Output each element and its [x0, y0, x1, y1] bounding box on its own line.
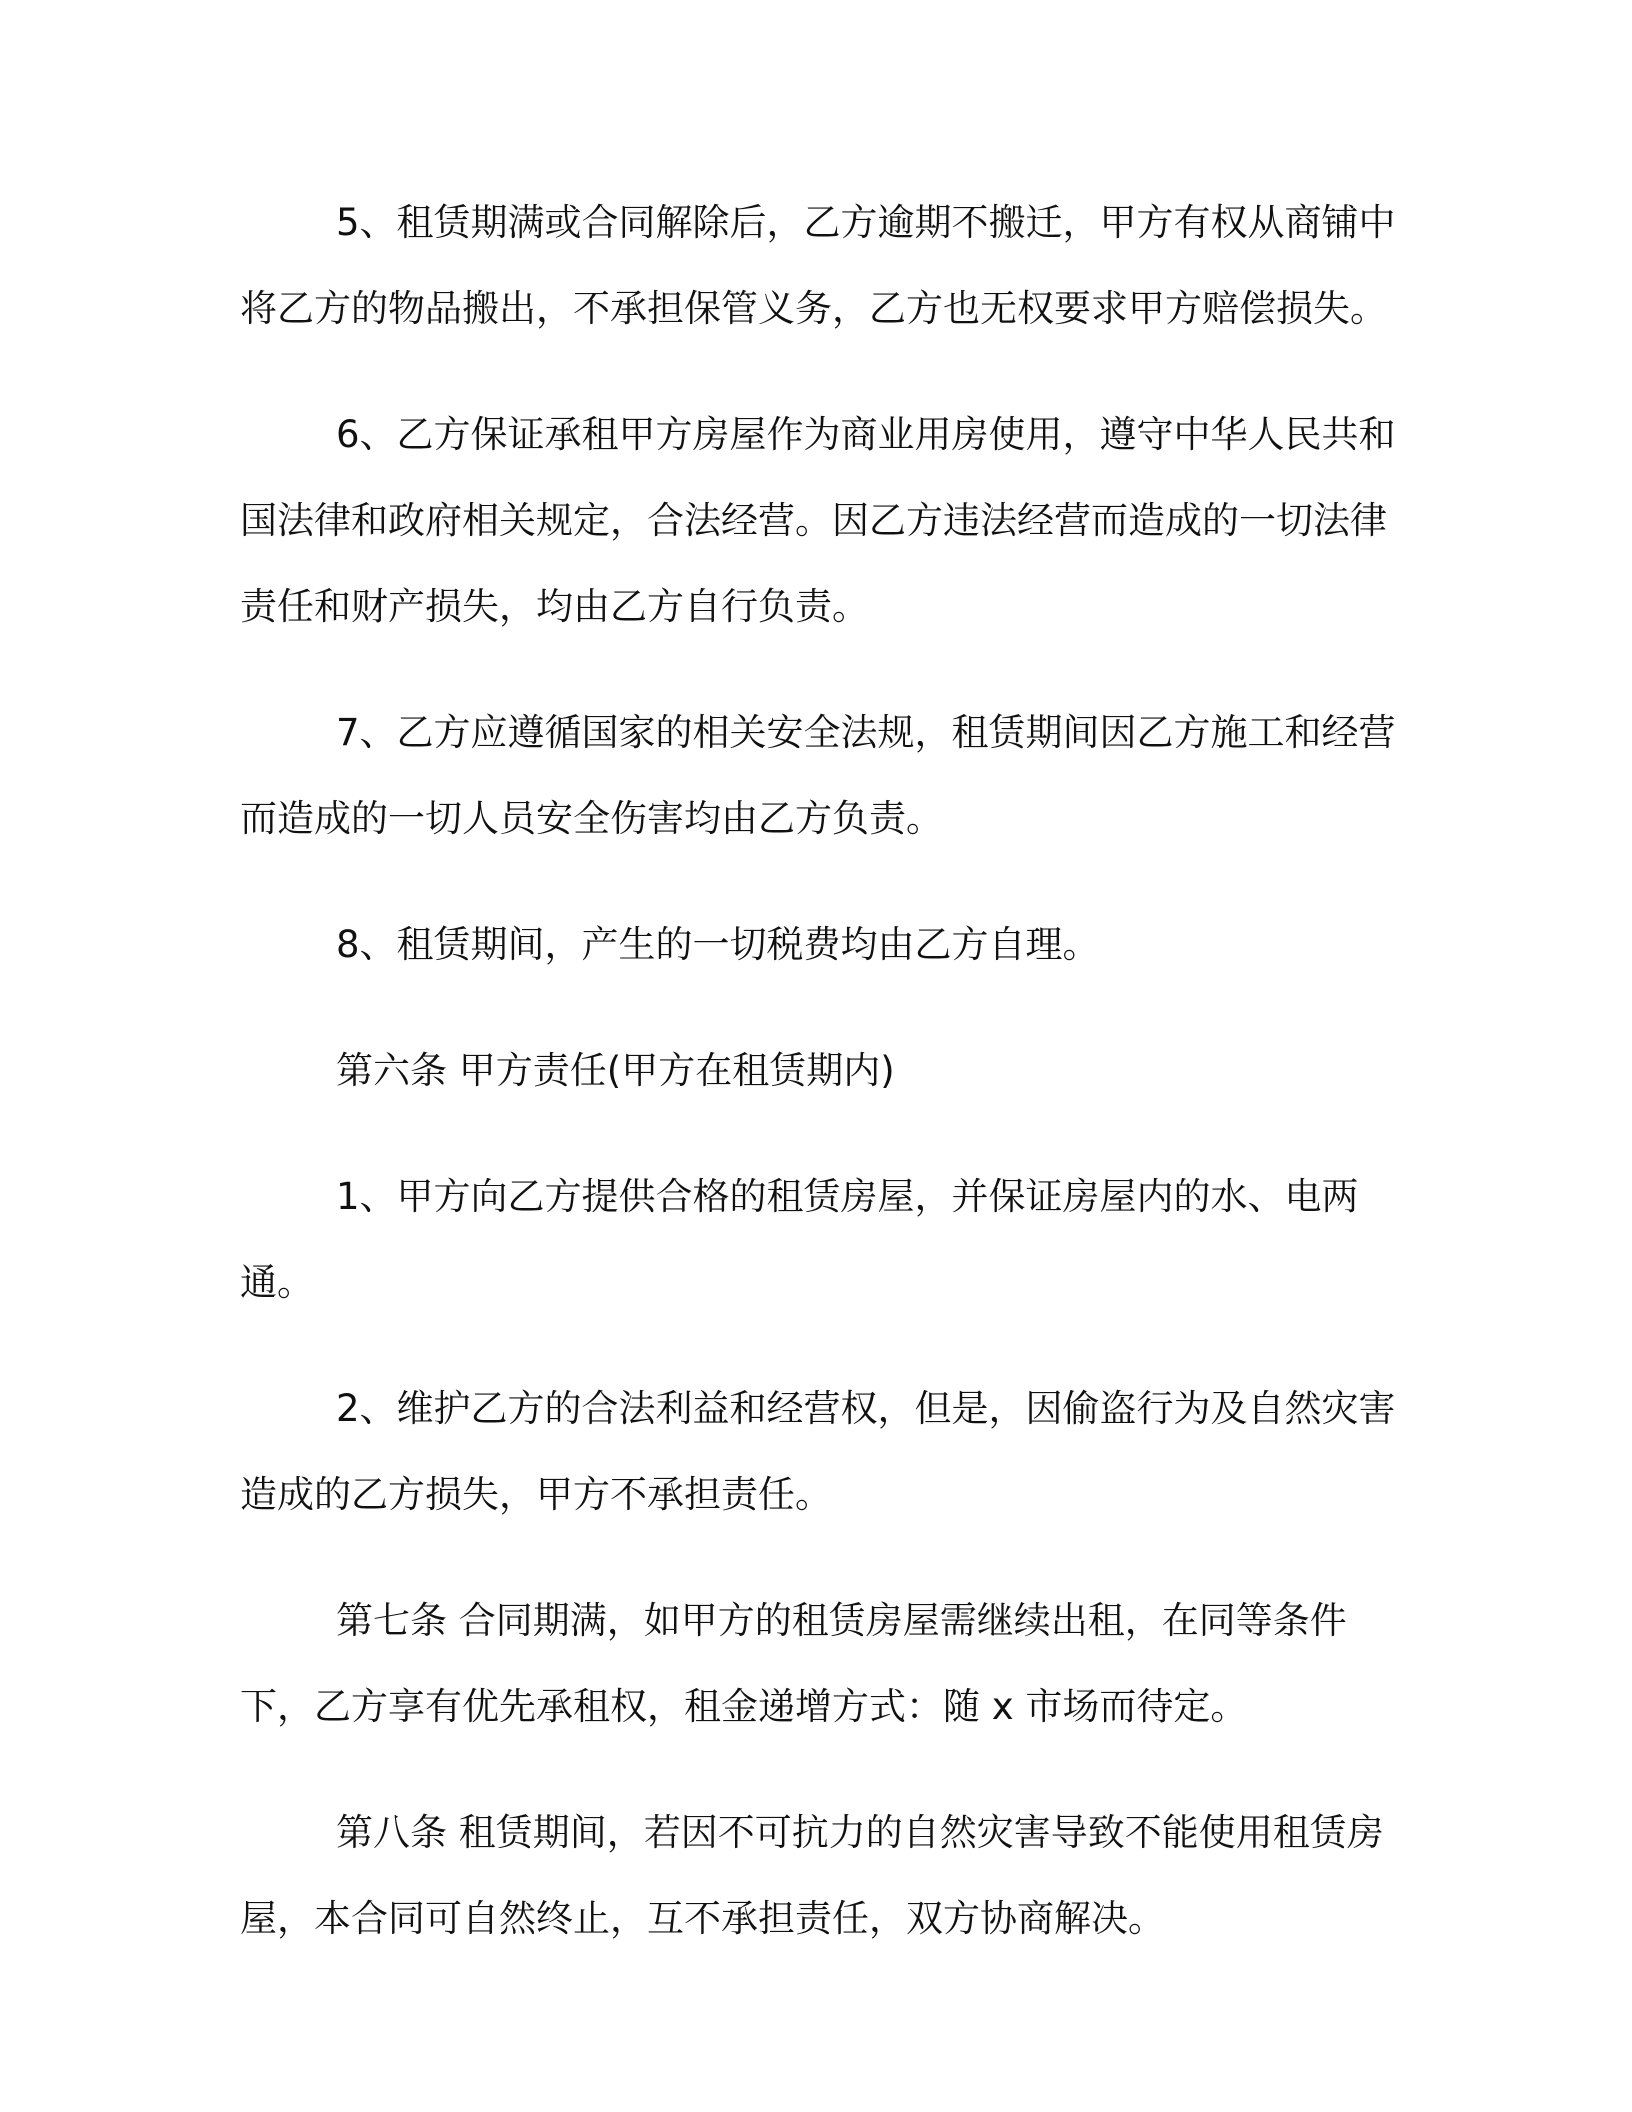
paragraph-text: 5、租赁期满或合同解除后，乙方逾期不搬迁，甲方有权从商铺中将乙方的物品搬出，不承担保管义务，乙方也无权要求甲方赔偿损失。: [240, 201, 1396, 330]
document-body: [240, 180, 1420, 2002]
paragraph-text: 1、甲方向乙方提供合格的租赁房屋，并保证房屋内的水、电两通。: [240, 1175, 1359, 1304]
paragraph-text: 第六条 甲方责任(甲方在租赁期内): [336, 1049, 895, 1092]
article-7-paragraph: [240, 1578, 1420, 1750]
article-6-item-2: [240, 1366, 1420, 1538]
clause-paragraph-7-safety: [240, 690, 1420, 862]
paragraph-text: 第七条 合同期满，如甲方的租赁房屋需继续出租，在同等条件下，乙方享有优先承租权，租金递增方式：随 x 市场而待定。: [240, 1599, 1347, 1728]
paragraph-text: 8、租赁期间，产生的一切税费均由乙方自理。: [336, 923, 1100, 966]
paragraph-text: 7、乙方应遵循国家的相关安全法规，租赁期间因乙方施工和经营而造成的一切人员安全伤害均由乙方负责。: [240, 711, 1396, 840]
article-6-item-1: [240, 1154, 1420, 1326]
article-6-heading: [240, 1028, 1420, 1114]
clause-paragraph-8-taxes: [240, 902, 1420, 988]
clause-paragraph-6-legal-use: [240, 392, 1420, 650]
article-8-paragraph: [240, 1790, 1420, 1962]
paragraph-text: 第八条 租赁期间，若因不可抗力的自然灾害导致不能使用租赁房屋，本合同可自然终止，互不承担责任，双方协商解决。: [240, 1811, 1384, 1940]
paragraph-text: 6、乙方保证承租甲方房屋作为商业用房使用，遵守中华人民共和国法律和政府相关规定，合法经营。因乙方违法经营而造成的一切法律责任和财产损失，均由乙方自行负责。: [240, 413, 1396, 628]
clause-paragraph-5-move-out: [240, 180, 1420, 352]
paragraph-text: 2、维护乙方的合法利益和经营权，但是，因偷盗行为及自然灾害造成的乙方损失，甲方不承担责任。: [240, 1387, 1396, 1516]
